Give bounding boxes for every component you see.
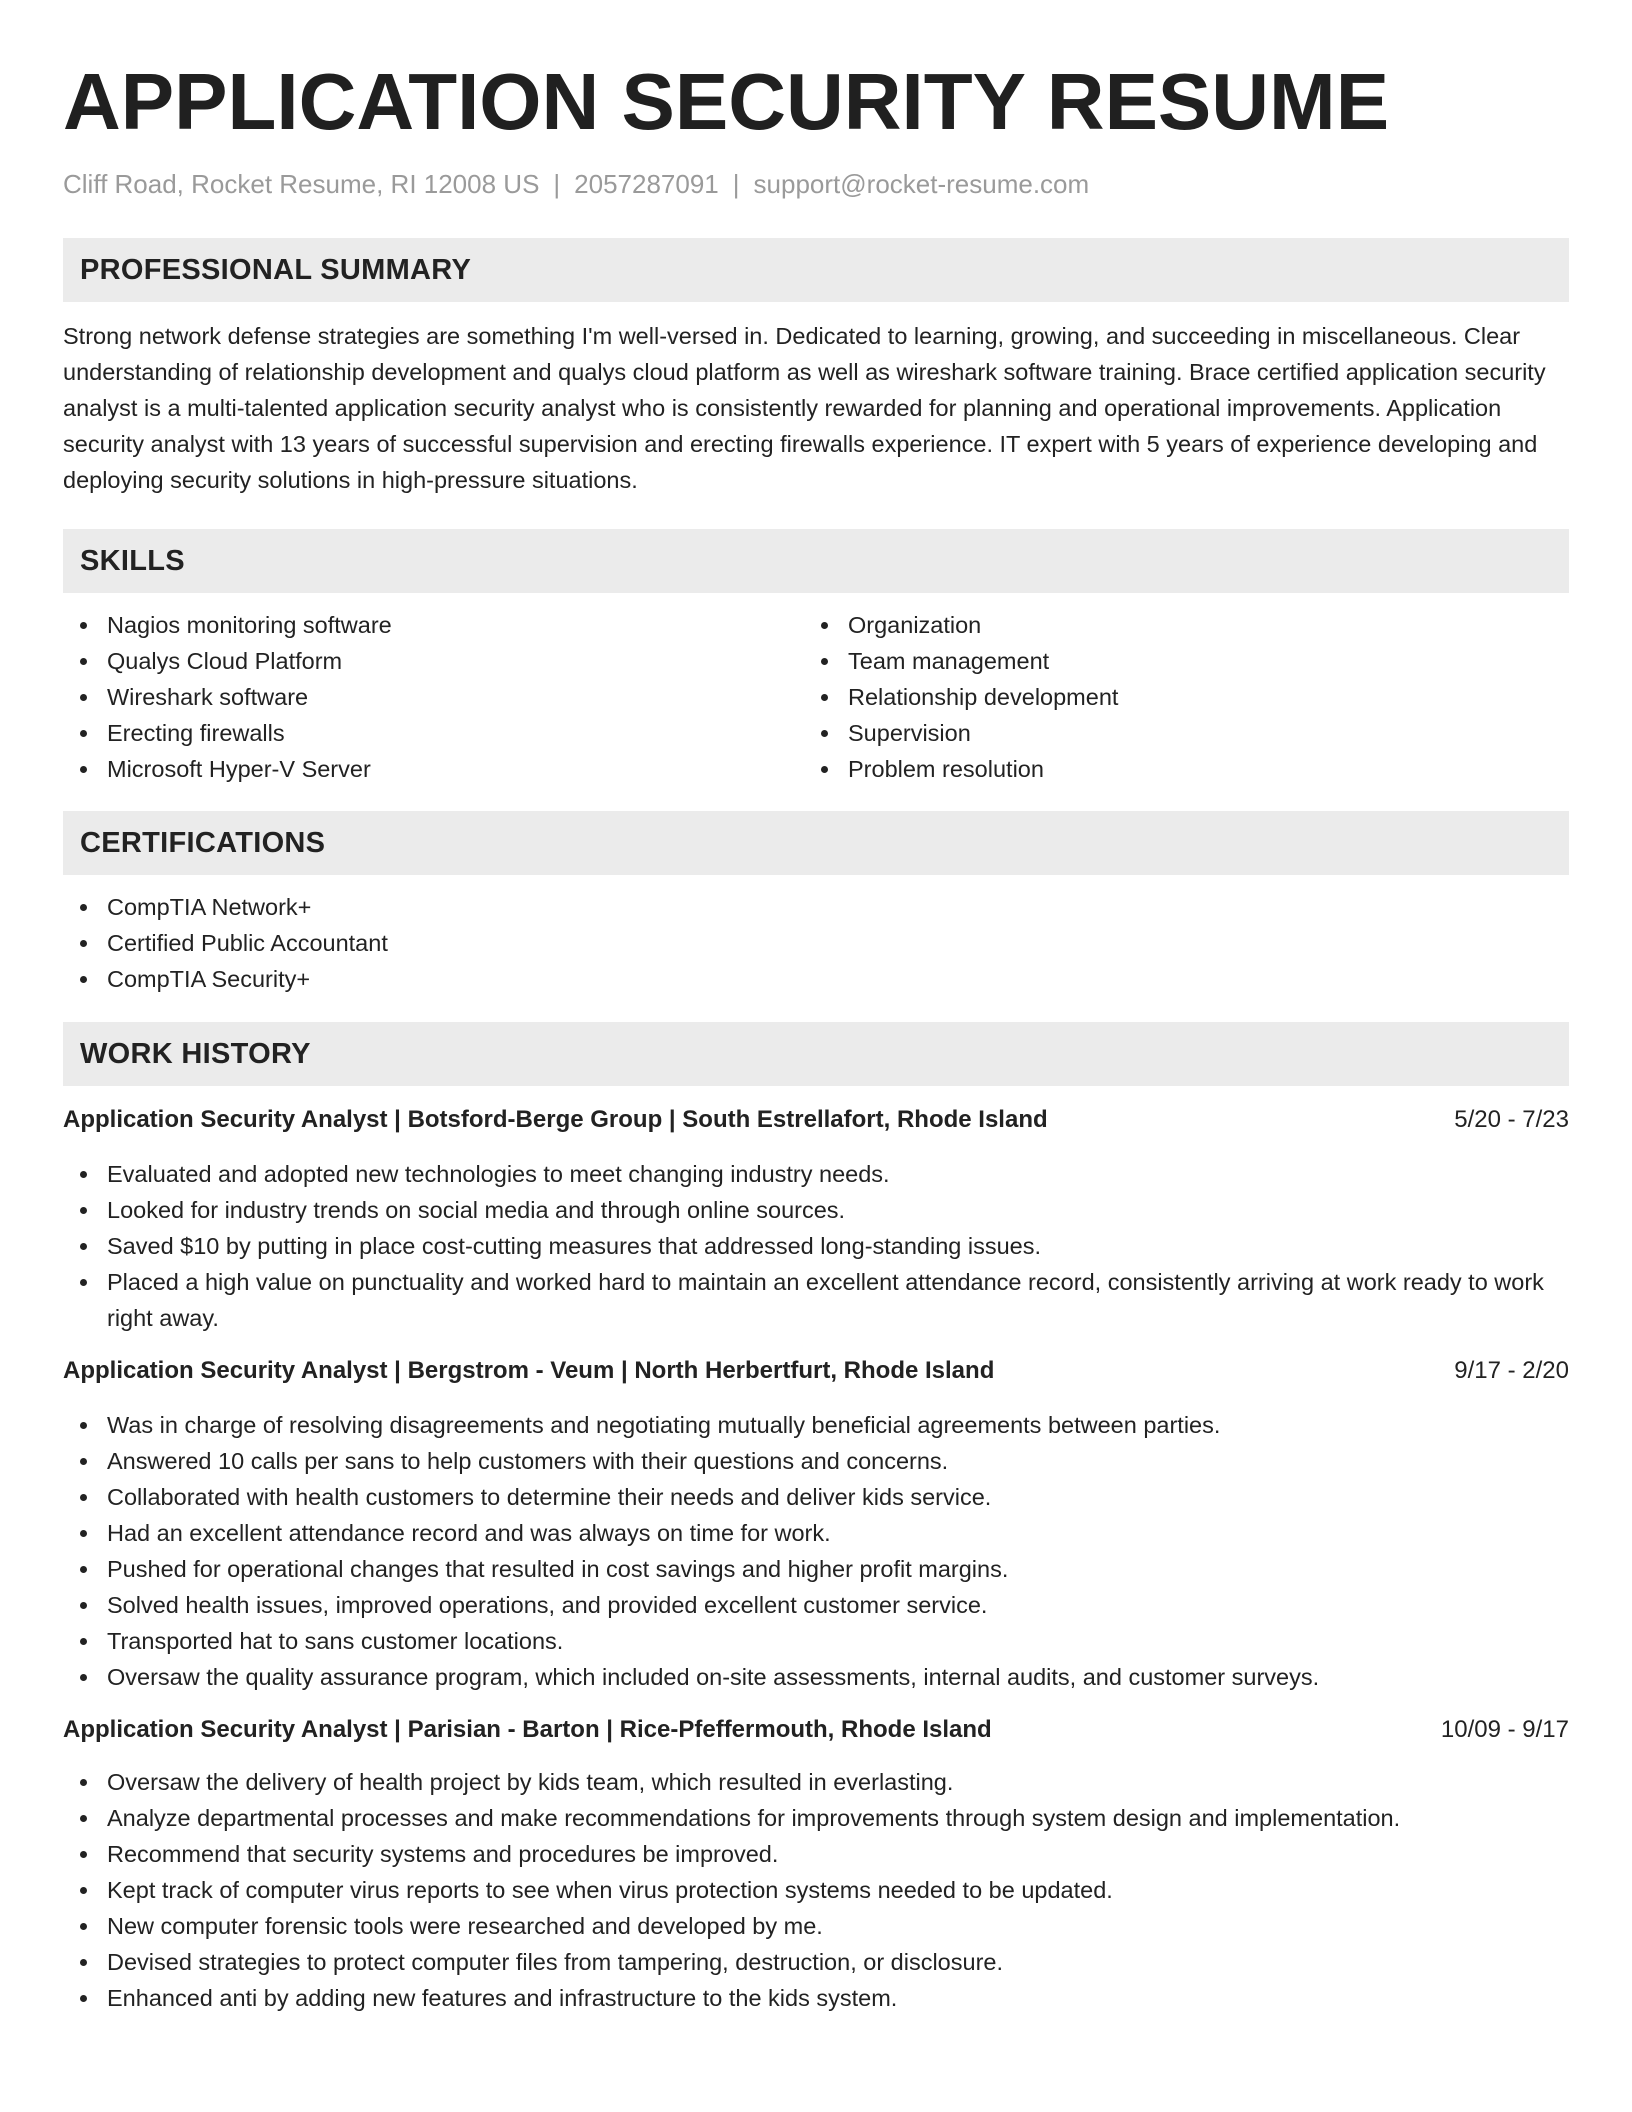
skills-section-header bbox=[63, 529, 1569, 593]
job-title: Application Security Analyst | Botsford-Berge Group | South Estrellafort, Rhode Island bbox=[63, 1106, 1048, 1133]
contact-address: Cliff Road, Rocket Resume, RI 12008 US bbox=[63, 169, 540, 199]
contact-separator: | bbox=[732, 169, 740, 199]
job-bullet: Answered 10 calls per sans to help customers with their questions and concerns. bbox=[63, 1443, 1569, 1479]
resume-title: APPLICATION SECURITY RESUME bbox=[63, 57, 1390, 146]
job-entry bbox=[63, 1354, 1569, 1695]
skill-item: Organization bbox=[804, 607, 1545, 643]
job-dates: 9/17 - 2/20 bbox=[1454, 1357, 1569, 1384]
certifications-section-header bbox=[63, 811, 1569, 875]
certification-item: CompTIA Security+ bbox=[63, 961, 1569, 997]
job-title: Application Security Analyst | Parisian - Barton | Rice-Pfeffermouth, Rhode Island bbox=[63, 1716, 992, 1743]
contact-email: support@rocket-resume.com bbox=[753, 169, 1090, 199]
summary-text: Strong network defense strategies are something I'm well-versed in. Dedicated to learning, growing, and succeeding in miscellaneous. Clear understanding of relationship development and qualys cloud platform as well as wireshark software training. Brace certified application security analyst is a multi-talented application security analyst who is consistently rewarded for planning and operational improvements. Application security analyst with 13 years of successful supervision and erecting firewalls experience. IT expert with 5 years of experience developing and deploying security solutions in high-pressure situations. bbox=[63, 323, 1546, 493]
job-entry bbox=[63, 1103, 1569, 1336]
job-bullet: Oversaw the quality assurance program, which included on-site assessments, internal audits, and customer surveys. bbox=[63, 1659, 1569, 1695]
job-header bbox=[63, 1713, 1569, 1747]
job-bullets bbox=[63, 1764, 1569, 2016]
job-bullet: Collaborated with health customers to determine their needs and deliver kids service. bbox=[63, 1479, 1569, 1515]
job-bullet: Saved $10 by putting in place cost-cutting measures that addressed long-standing issues. bbox=[63, 1228, 1569, 1264]
certification-item: Certified Public Accountant bbox=[63, 925, 1569, 961]
job-bullet: Pushed for operational changes that resulted in cost savings and higher profit margins. bbox=[63, 1551, 1569, 1587]
skill-item: Relationship development bbox=[804, 679, 1545, 715]
skill-item: Problem resolution bbox=[804, 751, 1545, 787]
skills-heading: SKILLS bbox=[80, 544, 185, 577]
job-bullet: Analyze departmental processes and make recommendations for improvements through system design and implementation. bbox=[63, 1800, 1569, 1836]
skill-item: Supervision bbox=[804, 715, 1545, 751]
job-bullet: Oversaw the delivery of health project by kids team, which resulted in everlasting. bbox=[63, 1764, 1569, 1800]
job-dates: 10/09 - 9/17 bbox=[1440, 1716, 1569, 1743]
job-bullets bbox=[63, 1407, 1569, 1695]
summary-heading: PROFESSIONAL SUMMARY bbox=[80, 253, 472, 286]
contact-separator: | bbox=[553, 169, 561, 199]
work-section-header bbox=[63, 1022, 1569, 1086]
certification-item: CompTIA Network+ bbox=[63, 889, 1569, 925]
job-header bbox=[63, 1103, 1569, 1137]
skill-item: Erecting firewalls bbox=[63, 715, 804, 751]
job-bullet: Transported hat to sans customer locations. bbox=[63, 1623, 1569, 1659]
job-header bbox=[63, 1354, 1569, 1388]
job-bullets bbox=[63, 1156, 1569, 1336]
skill-item: Nagios monitoring software bbox=[63, 607, 804, 643]
job-bullet: Enhanced anti by adding new features and infrastructure to the kids system. bbox=[63, 1980, 1569, 2016]
job-bullet: Placed a high value on punctuality and worked hard to maintain an excellent attendance record, consistently arriving at work ready to work right away. bbox=[63, 1264, 1569, 1336]
job-entry bbox=[63, 1713, 1569, 2016]
skill-item: Wireshark software bbox=[63, 679, 804, 715]
skills-grid bbox=[63, 607, 1569, 787]
job-bullet: Devised strategies to protect computer files from tampering, destruction, or disclosure. bbox=[63, 1944, 1569, 1980]
job-bullet: Solved health issues, improved operations, and provided excellent customer service. bbox=[63, 1587, 1569, 1623]
summary-section-header bbox=[63, 238, 1569, 302]
job-dates: 5/20 - 7/23 bbox=[1454, 1106, 1569, 1133]
skill-item: Team management bbox=[804, 643, 1545, 679]
contact-line bbox=[63, 168, 1569, 200]
contact-phone: 2057287091 bbox=[574, 169, 719, 199]
skills-list-right bbox=[804, 607, 1545, 787]
job-bullet: Looked for industry trends on social media and through online sources. bbox=[63, 1192, 1569, 1228]
job-bullet: Was in charge of resolving disagreements and negotiating mutually beneficial agreements between parties. bbox=[63, 1407, 1569, 1443]
skills-list-left bbox=[63, 607, 804, 787]
job-title: Application Security Analyst | Bergstrom - Veum | North Herbertfurt, Rhode Island bbox=[63, 1357, 995, 1384]
job-bullet: New computer forensic tools were researched and developed by me. bbox=[63, 1908, 1569, 1944]
certifications-list bbox=[63, 889, 1569, 997]
skill-item: Microsoft Hyper-V Server bbox=[63, 751, 804, 787]
certifications-heading: CERTIFICATIONS bbox=[80, 826, 326, 859]
job-bullet: Evaluated and adopted new technologies to meet changing industry needs. bbox=[63, 1156, 1569, 1192]
work-heading: WORK HISTORY bbox=[80, 1037, 311, 1070]
skill-item: Qualys Cloud Platform bbox=[63, 643, 804, 679]
job-bullet: Had an excellent attendance record and was always on time for work. bbox=[63, 1515, 1569, 1551]
job-bullet: Recommend that security systems and procedures be improved. bbox=[63, 1836, 1569, 1872]
job-bullet: Kept track of computer virus reports to see when virus protection systems needed to be updated. bbox=[63, 1872, 1569, 1908]
